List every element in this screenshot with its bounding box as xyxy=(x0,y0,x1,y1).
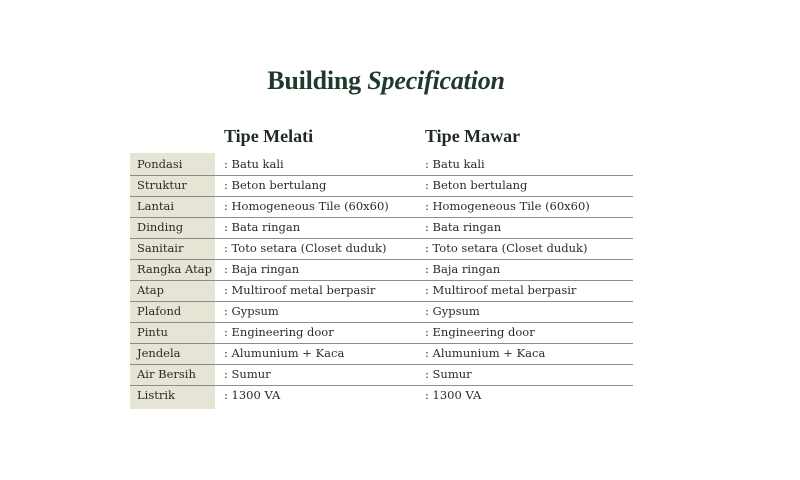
row-value-melati: : 1300 VA xyxy=(224,388,281,402)
table-row xyxy=(130,196,633,218)
title-main: Building xyxy=(267,66,361,95)
row-value-melati: : Sumur xyxy=(224,367,271,381)
row-label: Listrik xyxy=(137,388,175,402)
row-label: Pondasi xyxy=(137,157,183,171)
row-value-mawar: : Alumunium + Kaca xyxy=(425,346,546,360)
table-row xyxy=(130,385,633,406)
row-label: Struktur xyxy=(137,178,187,192)
table-row xyxy=(130,217,633,239)
table-row xyxy=(130,259,633,281)
row-value-mawar: : Batu kali xyxy=(425,157,485,171)
row-value-mawar: : Homogeneous Tile (60x60) xyxy=(425,199,590,213)
title-italic: Specification xyxy=(367,66,505,95)
row-value-melati: : Beton bertulang xyxy=(224,178,327,192)
row-label: Plafond xyxy=(137,304,182,318)
row-label: Sanitair xyxy=(137,241,184,255)
row-value-melati: : Homogeneous Tile (60x60) xyxy=(224,199,389,213)
row-value-mawar: : Sumur xyxy=(425,367,472,381)
row-value-mawar: : Beton bertulang xyxy=(425,178,528,192)
row-value-mawar: : Engineering door xyxy=(425,325,535,339)
row-value-mawar: : 1300 VA xyxy=(425,388,482,402)
table-row xyxy=(130,364,633,386)
table-row xyxy=(130,322,633,344)
row-label: Pintu xyxy=(137,325,168,339)
row-value-melati: : Engineering door xyxy=(224,325,334,339)
row-label: Dinding xyxy=(137,220,184,234)
table-row xyxy=(130,343,633,365)
table-row xyxy=(130,301,633,323)
row-label: Air Bersih xyxy=(137,367,196,381)
row-value-melati: : Baja ringan xyxy=(224,262,300,276)
row-value-mawar: : Gypsum xyxy=(425,304,480,318)
table-row xyxy=(130,175,633,197)
table-row xyxy=(130,154,633,176)
row-value-melati: : Alumunium + Kaca xyxy=(224,346,345,360)
row-value-melati: : Toto setara (Closet duduk) xyxy=(224,241,387,255)
column-header-melati: Tipe Melati xyxy=(224,126,314,146)
row-value-mawar: : Baja ringan xyxy=(425,262,501,276)
row-value-melati: : Multiroof metal berpasir xyxy=(224,283,376,297)
row-value-mawar: : Toto setara (Closet duduk) xyxy=(425,241,588,255)
table-row xyxy=(130,238,633,260)
row-value-mawar: : Multiroof metal berpasir xyxy=(425,283,577,297)
table-row xyxy=(130,280,633,302)
column-header-mawar: Tipe Mawar xyxy=(425,126,521,146)
row-label: Atap xyxy=(137,283,164,297)
page-title xyxy=(0,66,772,96)
row-label: Lantai xyxy=(137,199,175,213)
row-value-melati: : Bata ringan xyxy=(224,220,301,234)
row-value-melati: : Gypsum xyxy=(224,304,279,318)
row-label: Rangka Atap xyxy=(137,262,212,276)
row-value-melati: : Batu kali xyxy=(224,157,284,171)
row-label: Jendela xyxy=(137,346,181,360)
row-value-mawar: : Bata ringan xyxy=(425,220,502,234)
